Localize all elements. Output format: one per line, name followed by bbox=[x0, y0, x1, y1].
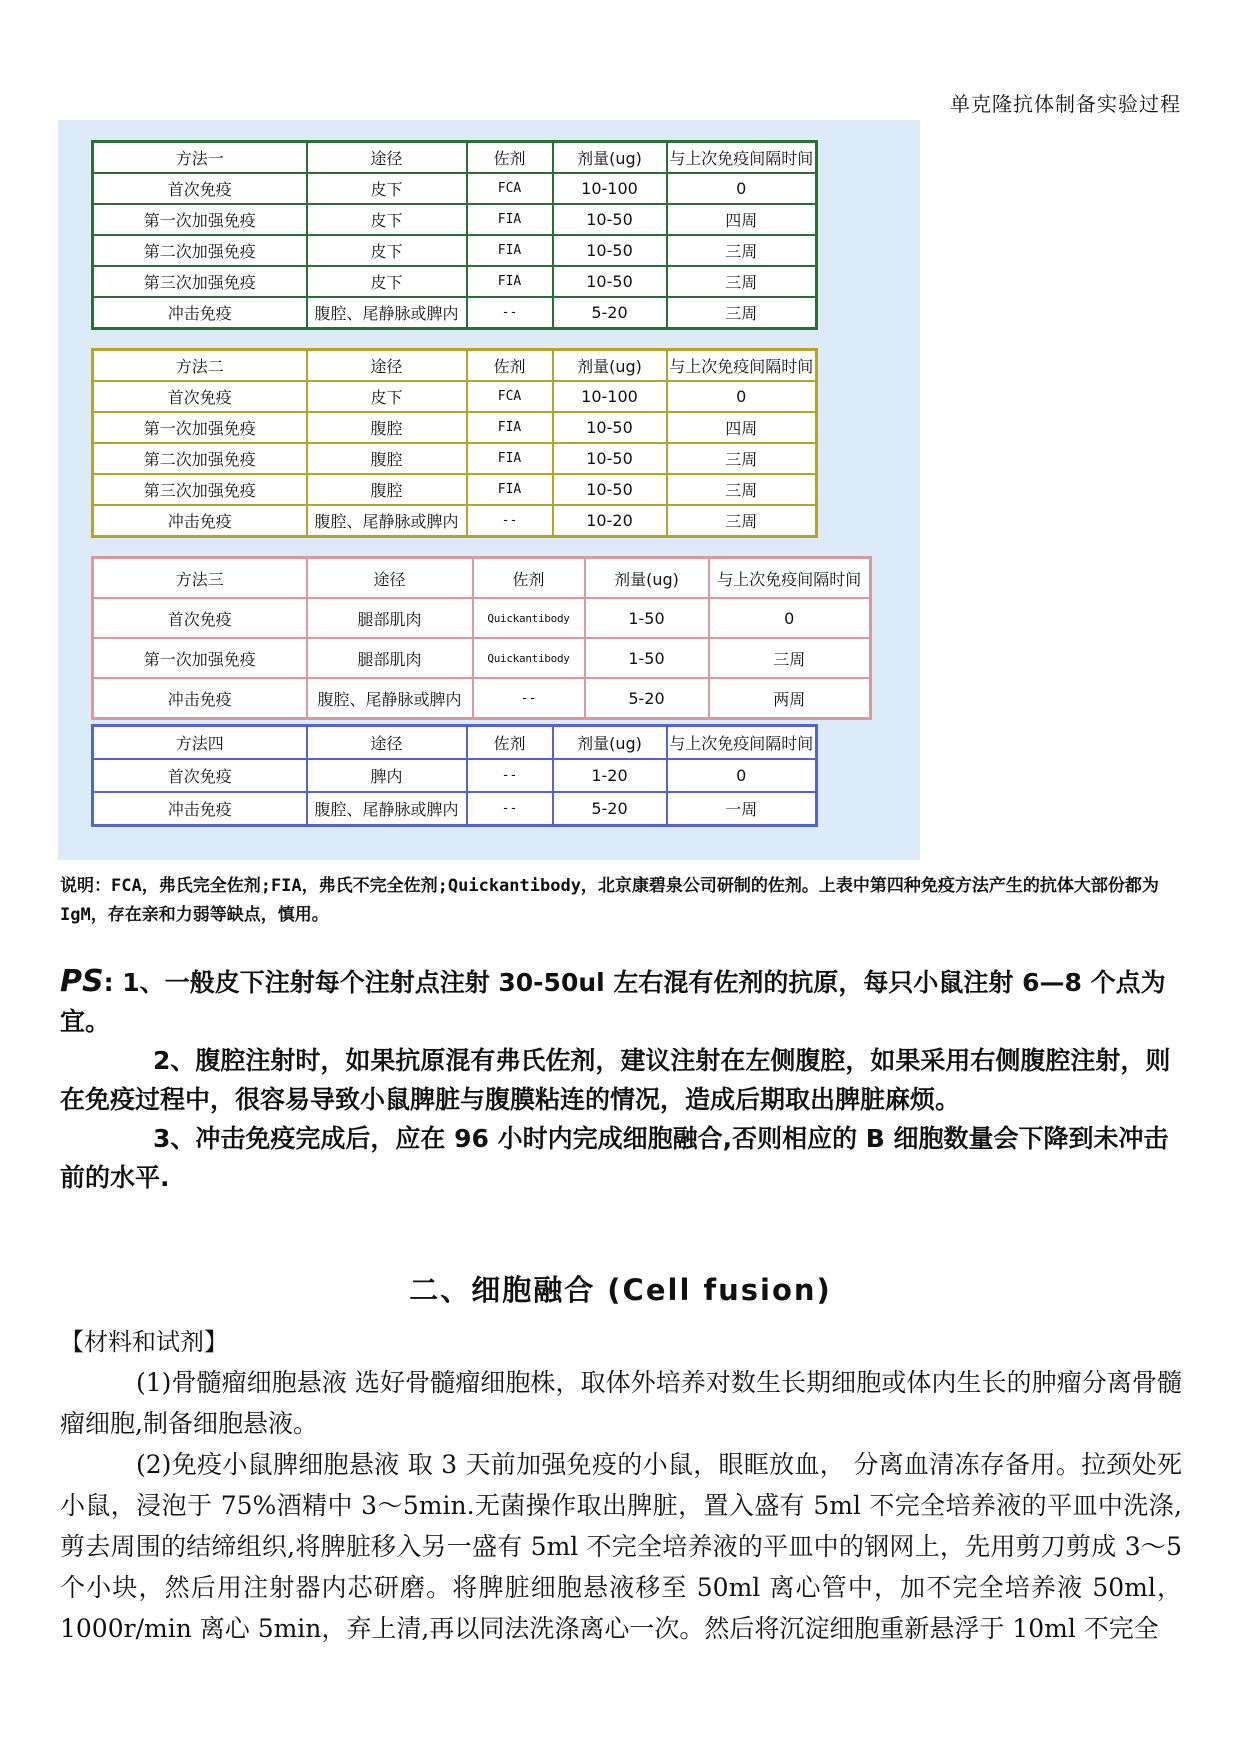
table-row bbox=[93, 412, 817, 443]
table-row bbox=[93, 381, 817, 412]
table-cell: 首次免疫 bbox=[93, 173, 307, 204]
header-cell: 佐剂 bbox=[467, 142, 553, 174]
table-cell: 冲击免疫 bbox=[93, 297, 307, 329]
table-cell: 皮下 bbox=[307, 235, 467, 266]
table-cell: -- bbox=[473, 678, 585, 719]
table-cell: 腹腔、尾静脉或脾内 bbox=[307, 505, 467, 537]
table-header-row bbox=[93, 350, 817, 382]
paragraph: (2)免疫小鼠脾细胞悬液 取 3 天前加强免疫的小鼠，眼眶放血， 分离血清冻存备用。拉颈处死小鼠，浸泡于 75%酒精中 3～5min.无菌操作取出脾脏，置入盛有 5ml 不完全培养液的平皿中洗涤,剪去周围的结缔组织,将脾脏移入另一盛有 5ml 不完全培养液的平皿中的钢网上，先用剪刀剪成 3～5 个小块，然后用注射器内芯研磨。将脾脏细胞悬液移至 50ml 离心管中，加不完全培养液 50ml，1000r/min 离心 5min，弃上清,再以同法洗涤离心一次。然后将沉淀细胞重新悬浮于 10ml 不完全 bbox=[60, 1450, 1182, 1643]
table-row bbox=[93, 173, 817, 204]
table-cell: FIA bbox=[467, 266, 553, 297]
section-title: 二、细胞融合 (Cell fusion) bbox=[409, 1273, 832, 1307]
table-cell: 四周 bbox=[667, 204, 817, 235]
table-cell: 1-20 bbox=[553, 759, 667, 792]
table-cell: FIA bbox=[467, 474, 553, 505]
table-cell: -- bbox=[467, 759, 553, 792]
table-cell: FIA bbox=[467, 443, 553, 474]
table-cell: 冲击免疫 bbox=[93, 678, 307, 719]
table-cell: 腹腔、尾静脉或脾内 bbox=[307, 792, 467, 826]
header-cell: 剂量(ug) bbox=[553, 350, 667, 382]
header-cell: 佐剂 bbox=[473, 558, 585, 599]
table-cell: 首次免疫 bbox=[93, 381, 307, 412]
table-cell: 10-50 bbox=[553, 235, 667, 266]
table-cell: 腹腔、尾静脉或脾内 bbox=[307, 678, 473, 719]
header-cell: 途径 bbox=[307, 558, 473, 599]
table-row bbox=[93, 204, 817, 235]
header-cell: 剂量(ug) bbox=[553, 142, 667, 174]
table-cell: 0 bbox=[667, 173, 817, 204]
table-header-row bbox=[93, 558, 871, 599]
table-cell: 皮下 bbox=[307, 173, 467, 204]
immunization-tables-figure bbox=[58, 120, 920, 860]
table-row bbox=[93, 678, 871, 719]
ps-item-3: 3、冲击免疫完成后，应在 96 小时内完成细胞融合,否则相应的 B 细胞数量会下降到未冲击前的水平. bbox=[60, 1124, 1169, 1192]
header-cell: 与上次免疫间隔时间 bbox=[709, 558, 871, 599]
method-2-table bbox=[91, 348, 818, 538]
header-cell: 途径 bbox=[307, 142, 467, 174]
table-row bbox=[93, 792, 817, 826]
table-cell: 1-50 bbox=[585, 598, 709, 638]
table-cell: FCA bbox=[467, 173, 553, 204]
table-row bbox=[93, 598, 871, 638]
header-cell: 与上次免疫间隔时间 bbox=[667, 726, 817, 760]
table-cell: 5-20 bbox=[585, 678, 709, 719]
table-row bbox=[93, 505, 817, 537]
table-cell: 10-20 bbox=[553, 505, 667, 537]
table-cell: 三周 bbox=[709, 638, 871, 678]
table-cell: 脾内 bbox=[307, 759, 467, 792]
table-cell: 0 bbox=[667, 381, 817, 412]
paragraph: (1)骨髓瘤细胞悬液 选好骨髓瘤细胞株，取体外培养对数生长期细胞或体内生长的肿瘤分离骨髓瘤细胞,制备细胞悬液。 bbox=[60, 1368, 1182, 1438]
table-cell: 10-50 bbox=[553, 204, 667, 235]
table-cell: 第一次加强免疫 bbox=[93, 638, 307, 678]
table-cell: 皮下 bbox=[307, 204, 467, 235]
method-1-table bbox=[91, 140, 818, 330]
table-cell: 5-20 bbox=[553, 792, 667, 826]
table-cell: FIA bbox=[467, 412, 553, 443]
header-cell: 方法二 bbox=[93, 350, 307, 382]
table-header-row bbox=[93, 726, 817, 760]
ps-tag: PS bbox=[60, 964, 104, 999]
method-3-table bbox=[91, 556, 872, 720]
header-cell: 途径 bbox=[307, 726, 467, 760]
ps-section bbox=[60, 962, 1180, 1197]
table-cell: -- bbox=[467, 297, 553, 329]
table-cell: Quickantibody bbox=[473, 598, 585, 638]
table-cell: 三周 bbox=[667, 443, 817, 474]
table-cell: 三周 bbox=[667, 235, 817, 266]
header-cell: 剂量(ug) bbox=[585, 558, 709, 599]
table-row bbox=[93, 443, 817, 474]
header-cell: 与上次免疫间隔时间 bbox=[667, 142, 817, 174]
method-4-table bbox=[91, 724, 818, 827]
table-note: 说明：FCA，弗氏完全佐剂;FIA，弗氏不完全佐剂;Quickantibody，北京康碧泉公司研制的佐剂。上表中第四种免疫方法产生的抗体大部份都为 IgM，存在亲和力弱等缺点，慎用。 bbox=[60, 876, 1159, 925]
ps-item-1-text: : 1、一般皮下注射每个注射点注射 30-50ul 左右混有佐剂的抗原，每只小鼠注射 6—8 个点为宜。 bbox=[60, 968, 1166, 1036]
table-cell: 腹腔 bbox=[307, 443, 467, 474]
header-cell: 佐剂 bbox=[467, 350, 553, 382]
header-cell: 剂量(ug) bbox=[553, 726, 667, 760]
table-cell: 三周 bbox=[667, 474, 817, 505]
table-cell: 三周 bbox=[667, 297, 817, 329]
table-cell: 腹腔、尾静脉或脾内 bbox=[307, 297, 467, 329]
table-cell: Quickantibody bbox=[473, 638, 585, 678]
table-cell: -- bbox=[467, 792, 553, 826]
header-cell: 与上次免疫间隔时间 bbox=[667, 350, 817, 382]
table-cell: 10-50 bbox=[553, 474, 667, 505]
table-cell: 0 bbox=[709, 598, 871, 638]
table-cell: 第三次加强免疫 bbox=[93, 266, 307, 297]
header-cell: 方法四 bbox=[93, 726, 307, 760]
table-cell: 四周 bbox=[667, 412, 817, 443]
table-cell: 两周 bbox=[709, 678, 871, 719]
table-row bbox=[93, 235, 817, 266]
table-row bbox=[93, 266, 817, 297]
table-cell: 1-50 bbox=[585, 638, 709, 678]
table-cell: FIA bbox=[467, 235, 553, 266]
table-cell: 第一次加强免疫 bbox=[93, 412, 307, 443]
table-cell: 三周 bbox=[667, 505, 817, 537]
section-subheading: 【材料和试剂】 bbox=[60, 1328, 228, 1356]
table-cell: 腿部肌肉 bbox=[307, 638, 473, 678]
table-cell: 皮下 bbox=[307, 266, 467, 297]
table-row bbox=[93, 759, 817, 792]
table-cell: 三周 bbox=[667, 266, 817, 297]
ps-item-2: 2、腹腔注射时，如果抗原混有弗氏佐剂，建议注射在左侧腹腔，如果采用右侧腹腔注射，则在免疫过程中，很容易导致小鼠脾脏与腹膜粘连的情况，造成后期取出脾脏麻烦。 bbox=[60, 1046, 1171, 1114]
table-cell: 第一次加强免疫 bbox=[93, 204, 307, 235]
table-cell: 10-50 bbox=[553, 443, 667, 474]
table-header-row bbox=[93, 142, 817, 174]
table-cell: 腹腔 bbox=[307, 412, 467, 443]
table-row bbox=[93, 638, 871, 678]
table-cell: 冲击免疫 bbox=[93, 505, 307, 537]
table-cell: 首次免疫 bbox=[93, 759, 307, 792]
table-row bbox=[93, 297, 817, 329]
header-cell: 途径 bbox=[307, 350, 467, 382]
table-cell: 第三次加强免疫 bbox=[93, 474, 307, 505]
table-cell: FCA bbox=[467, 381, 553, 412]
table-cell: 5-20 bbox=[553, 297, 667, 329]
page-header: 单克隆抗体制备实验过程 bbox=[950, 92, 1181, 116]
table-cell: 冲击免疫 bbox=[93, 792, 307, 826]
section-body bbox=[60, 1362, 1182, 1649]
table-cell: 腹腔 bbox=[307, 474, 467, 505]
table-cell: 10-50 bbox=[553, 266, 667, 297]
table-cell: -- bbox=[467, 505, 553, 537]
table-cell: 一周 bbox=[667, 792, 817, 826]
table-cell: 第二次加强免疫 bbox=[93, 443, 307, 474]
header-cell: 方法一 bbox=[93, 142, 307, 174]
table-cell: 10-100 bbox=[553, 173, 667, 204]
table-cell: 第二次加强免疫 bbox=[93, 235, 307, 266]
table-cell: 10-100 bbox=[553, 381, 667, 412]
table-cell: 0 bbox=[667, 759, 817, 792]
header-cell: 佐剂 bbox=[467, 726, 553, 760]
table-cell: 腿部肌肉 bbox=[307, 598, 473, 638]
ps-item-1 bbox=[60, 962, 1180, 1041]
table-cell: 皮下 bbox=[307, 381, 467, 412]
table-cell: 10-50 bbox=[553, 412, 667, 443]
table-row bbox=[93, 474, 817, 505]
table-cell: 首次免疫 bbox=[93, 598, 307, 638]
header-cell: 方法三 bbox=[93, 558, 307, 599]
table-cell: FIA bbox=[467, 204, 553, 235]
